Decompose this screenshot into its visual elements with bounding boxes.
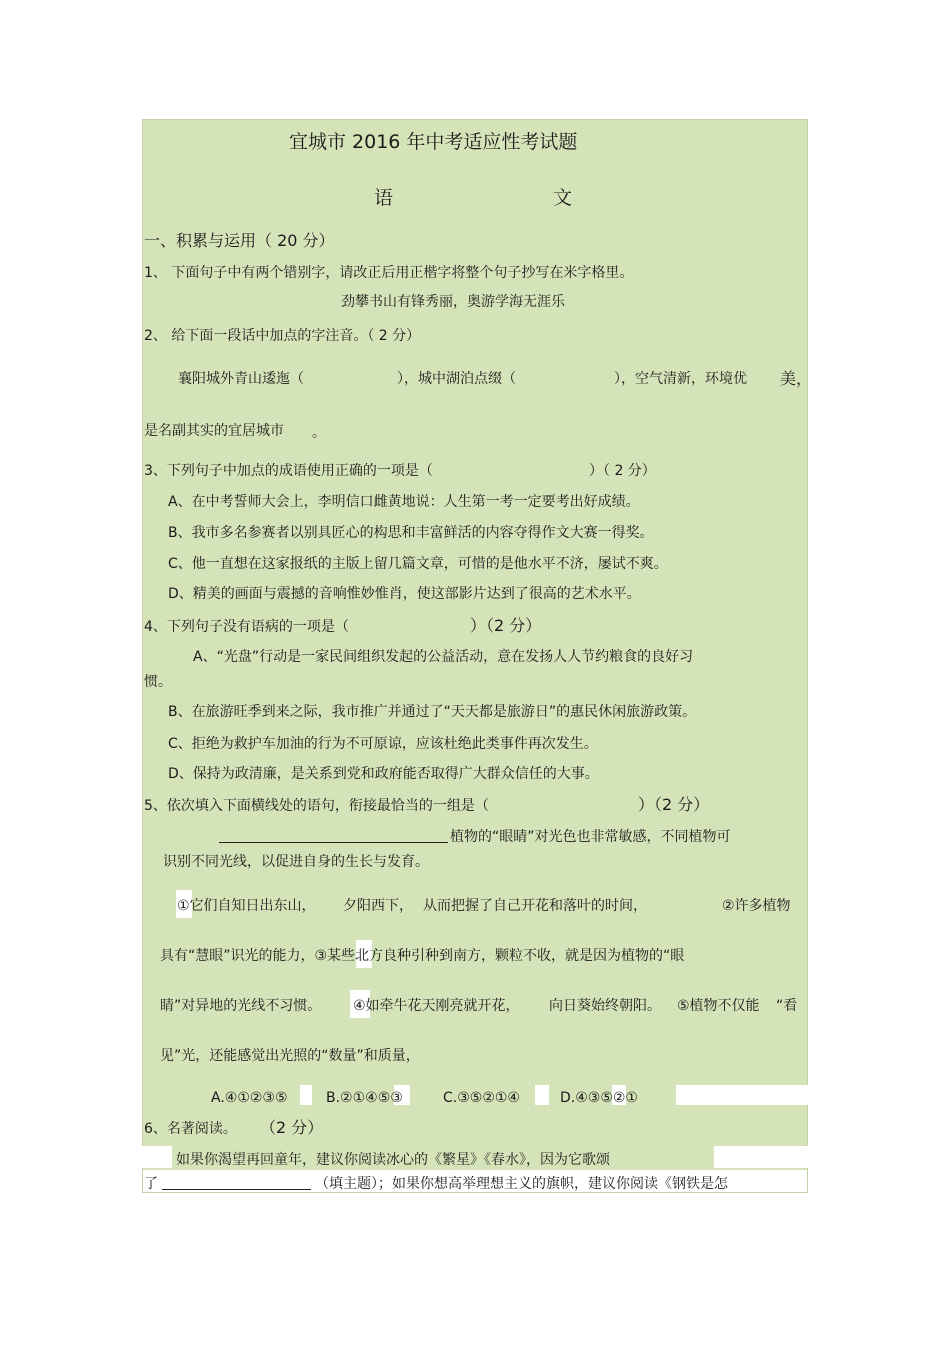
q3-option-c: C、他一直想在这家报纸的主版上留几篇文章，可惜的是他水平不济，屡试不爽。	[168, 556, 668, 572]
q1-sentence: 劲攀书山有锋秀丽，奥游学海无涯乐	[341, 294, 565, 310]
q4-option-b: B、在旅游旺季到来之际，我市推广并通过了“天天都是旅游日”的惠民休闲旅游政策。	[168, 704, 697, 720]
q5-choice-b: B.②①④⑤③	[326, 1090, 403, 1106]
q5-choice-d: D.④③⑤②①	[560, 1090, 638, 1106]
q2-line1-d: 美，	[780, 369, 813, 388]
q5-sentence-3d: ⑤植物不仅能	[677, 998, 760, 1014]
subject-char-2: 文	[553, 187, 573, 209]
q5-sentence-1c: 从而把握了自己开花和落叶的时间，	[423, 898, 647, 914]
q5-choice-c: C.③⑤②①④	[443, 1090, 520, 1106]
q6-stem-b: （2 分）	[260, 1118, 324, 1137]
q5-para-line2: 识别不同光线，以促进自身的生长与发育。	[163, 854, 429, 870]
subject-char-1: 语	[374, 187, 394, 209]
q5-sentence-3a: 睛”对异地的光线不习惯。	[160, 998, 322, 1014]
q2-line1-a: 襄阳城外青山逶迤（	[178, 371, 304, 387]
q5-sentence-1b: 夕阳西下，	[343, 898, 413, 914]
q4-option-c: C、拒绝为救护车加油的行为不可原谅，应该杜绝此类事件再次发生。	[168, 736, 598, 752]
q3-stem-a: 3、下列句子中加点的成语使用正确的一项是（	[144, 463, 433, 479]
q5-sentence-3c: 向日葵始终朝阳。	[549, 998, 661, 1014]
q3-stem-b: ）（ 2 分）	[589, 463, 656, 479]
q4-stem-b: ）（2 分）	[470, 616, 542, 635]
q5-sentence-2: 具有“慧眼”识光的能力，③某些北方良种引种到南方，颗粒不收，就是因为植物的“眼	[160, 948, 685, 964]
q5-sentence-4: 见”光，还能感觉出光照的“数量”和质量，	[160, 1048, 420, 1064]
q6-line2-b: （填主题）；如果你想高举理想主义的旗帜，建议你阅读《钢铁是怎	[315, 1176, 728, 1192]
q2-line2-b: 。	[312, 425, 326, 441]
q6-fill-blank	[162, 1175, 311, 1190]
q3-option-b: B、我市多名参赛者以别具匠心的构思和丰富鲜活的内容夺得作文大赛一得奖。	[168, 525, 654, 541]
q5-stem-b: ）（2 分）	[638, 795, 710, 814]
q5-sentence-1a: ①它们自知日出东山，	[177, 898, 316, 914]
choice-gap-5	[676, 1085, 808, 1105]
q6-stem-a: 6、名著阅读。	[144, 1121, 237, 1137]
q4-stem-a: 4、下列句子没有语病的一项是（	[144, 619, 349, 635]
q5-para-line1: 植物的“眼睛”对光色也非常敏感，不同植物可	[450, 829, 731, 845]
q5-sentence-3b: ④如牵牛花天刚亮就开花，	[353, 998, 520, 1014]
q5-sentence-3e: “看	[776, 998, 798, 1014]
q6-margin	[142, 1146, 172, 1168]
q6-line1: 如果你渴望再回童年，建议你阅读冰心的《繁星》《春水》，因为它歌颂	[176, 1152, 610, 1168]
q4-option-a-line1: A、“光盘”行动是一家民间组织发起的公益活动，意在发扬人人节约粮食的良好习	[193, 649, 694, 665]
choice-gap-3	[535, 1085, 549, 1105]
q5-choice-a: A.④①②③⑤	[211, 1090, 288, 1106]
q6-line2-a: 了	[144, 1176, 158, 1192]
q5-stem-a: 5、依次填入下面横线处的语句，衔接最恰当的一组是（	[144, 798, 489, 814]
choice-gap-1	[300, 1085, 312, 1105]
section-heading: 一、积累与运用（ 20 分）	[144, 231, 335, 250]
q6-line1-gap	[714, 1146, 808, 1168]
exam-title: 宜城市 2016 年中考适应性考试题	[289, 131, 578, 153]
q2-line1-b: ），城中湖泊点缀（	[397, 371, 516, 387]
q2-line2-a: 是名副其实的宜居城市	[144, 423, 284, 439]
q4-option-a-line2: 惯。	[144, 674, 172, 690]
q2-stem: 2、 给下面一段话中加点的字注音。（ 2 分）	[144, 328, 421, 344]
q2-line1-c: ），空气清新，环境优	[614, 371, 747, 387]
q4-option-d: D、保持为政清廉，是关系到党和政府能否取得广大群众信任的大事。	[168, 766, 599, 782]
q3-option-a: A、在中考誓师大会上，李明信口雌黄地说：人生第一考一定要考出好成绩。	[168, 494, 640, 510]
q5-sentence-1d: ②许多植物	[722, 898, 791, 914]
q1-stem: 1、 下面句子中有两个错别字，请改正后用正楷字将整个句子抄写在米字格里。	[144, 265, 634, 281]
q3-option-d: D、精美的画面与震撼的音响惟妙惟肖，使这部影片达到了很高的艺术水平。	[168, 586, 641, 602]
q5-fill-blank	[219, 828, 448, 843]
